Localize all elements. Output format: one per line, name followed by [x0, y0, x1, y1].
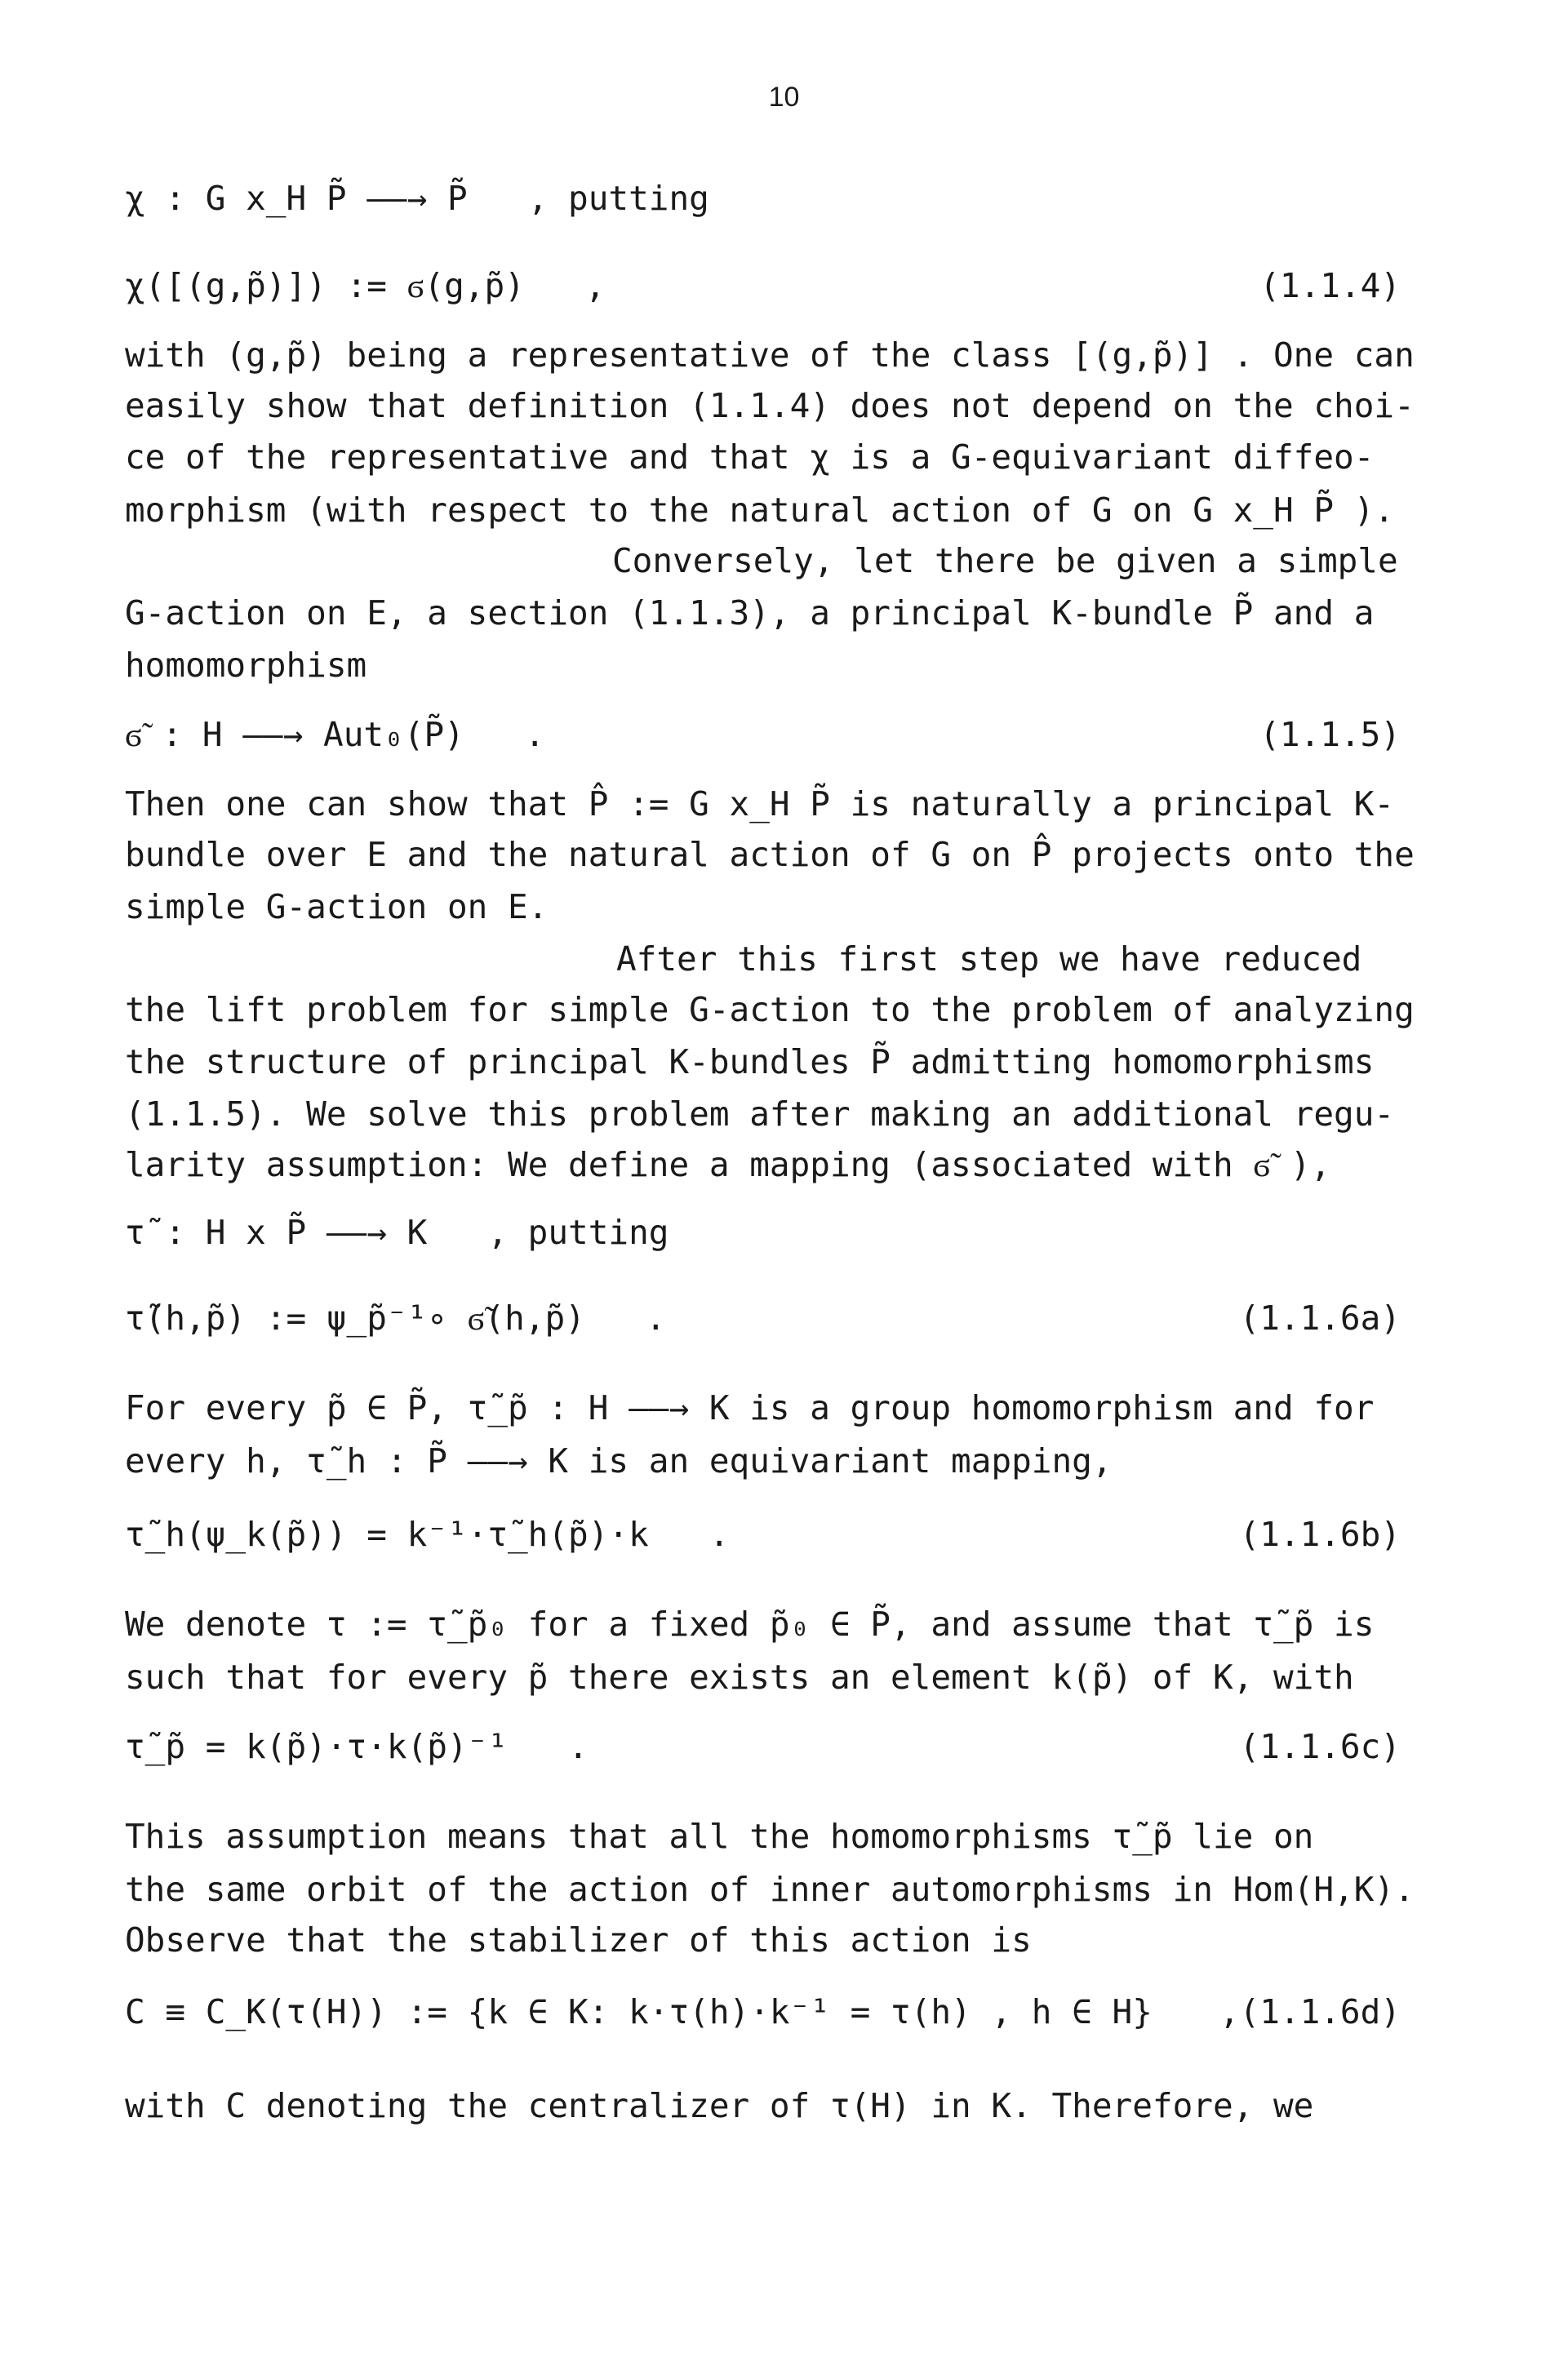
equation-number: (1.1.4): [1259, 266, 1401, 305]
equation-line: ϭ̃ : H ——→ Aut₀(P̃) .: [125, 715, 545, 754]
text-line: We denote τ := τ̃_p̃₀ for a fixed p̃₀ ∈ P̃, and assume that τ̃_p̃ is: [125, 1605, 1375, 1644]
text-line: ce of the representative and that χ is a G-equivariant diffeo-: [125, 437, 1375, 477]
text-line: with (g,p̃) being a representative of the class [(g,p̃)] . One can: [125, 335, 1415, 375]
equation-number: (1.1.6c): [1239, 1727, 1401, 1766]
text-line: This assumption means that all the homomorphisms τ̃_p̃ lie on: [125, 1817, 1314, 1856]
text-line: Conversely, let there be given a simple: [612, 541, 1398, 580]
page-number: 10: [768, 82, 800, 113]
text-line: the structure of principal K-bundles P̃ admitting homomorphisms: [125, 1042, 1375, 1081]
equation-line: χ([(g,p̃)]) := ϭ(g,p̃) ,: [125, 266, 606, 305]
text-line: (1.1.5). We solve this problem after making an additional regu-: [125, 1094, 1395, 1134]
equation-line: τ̃ : H x P̃ ——→ K , putting: [125, 1213, 669, 1252]
text-line: bundle over E and the natural action of G on P̂ projects onto the: [125, 835, 1415, 874]
equation-line: τ̃_h(ψ_k(p̃)) = k⁻¹·τ̃_h(p̃)·k .: [125, 1515, 730, 1554]
text-line: Observe that the stabilizer of this action is: [125, 1920, 1032, 1960]
equation-number: (1.1.6a): [1239, 1299, 1401, 1338]
equation-number: (1.1.6b): [1239, 1515, 1401, 1554]
text-line: larity assumption: We define a mapping (associated with ϭ̃ ),: [125, 1145, 1331, 1184]
text-line: the lift problem for simple G-action to the problem of analyzing: [125, 990, 1415, 1029]
equation-number: ,(1.1.6d): [1219, 1992, 1401, 2031]
text-line: such that for every p̃ there exists an element k(p̃) of K, with: [125, 1658, 1354, 1697]
equation-line: τ̃_p̃ = k(p̃)·τ·k(p̃)⁻¹ .: [125, 1727, 589, 1766]
text-line: easily show that definition (1.1.4) does not depend on the choi-: [125, 386, 1415, 425]
text-line: G-action on E, a section (1.1.3), a principal K-bundle P̃ and a: [125, 593, 1375, 633]
text-line: homomorphism: [125, 646, 367, 685]
equation-line: χ : G x_H P̃ ——→ P̃ , putting: [125, 179, 709, 218]
text-line: For every p̃ ∈ P̃, τ̃_p̃ : H ——→ K is a group homomorphism and for: [125, 1388, 1375, 1427]
text-line: with C denoting the centralizer of τ(H) in K. Therefore, we: [125, 2086, 1314, 2125]
text-line: Then one can show that P̂ := G x_H P̃ is naturally a principal K-: [125, 784, 1395, 824]
text-line: every h, τ̃_h : P̃ ——→ K is an equivariant mapping,: [125, 1441, 1113, 1481]
text-line: morphism (with respect to the natural action of G on G x_H P̃ ).: [125, 491, 1395, 530]
equation-line: τ̃(h,p̃) := ψ_p̃⁻¹∘ ϭ̃(h,p̃) .: [125, 1299, 666, 1338]
text-line: the same orbit of the action of inner automorphisms in Hom(H,K).: [125, 1870, 1415, 1909]
equation-number: (1.1.5): [1259, 715, 1401, 754]
equation-line: C ≡ C_K(τ(H)) := {k ∈ K: k·τ(h)·k⁻¹ = τ(h) , h ∈ H}: [125, 1992, 1153, 2031]
text-line: simple G-action on E.: [125, 887, 549, 926]
text-line: After this first step we have reduced: [616, 939, 1362, 979]
